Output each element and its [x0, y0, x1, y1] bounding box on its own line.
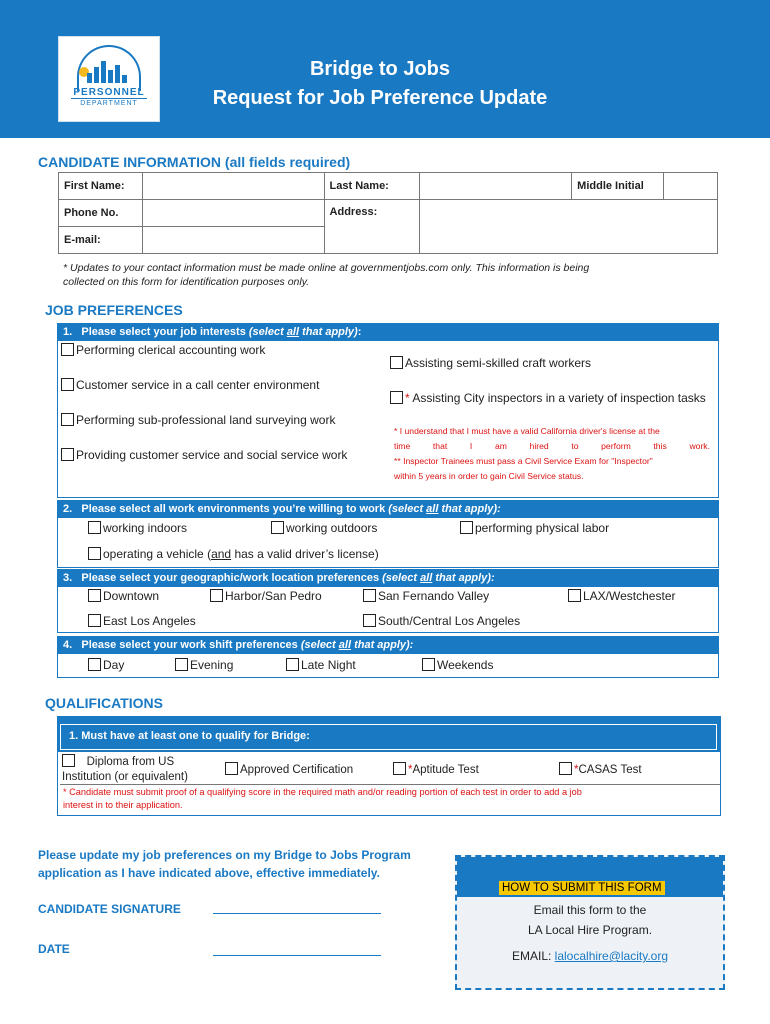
lax-westchester-option[interactable]: LAX/Westchester: [568, 589, 675, 603]
physical-labor-option[interactable]: performing physical labor: [460, 521, 609, 535]
signature-field[interactable]: [213, 898, 381, 914]
date-field[interactable]: [213, 940, 381, 956]
work-environment-header: 2. Please select all work environments you’re willing to work (select all that apply):: [57, 500, 719, 518]
approved-certification-option[interactable]: Approved Certification: [225, 762, 353, 776]
day-shift-option[interactable]: Day: [88, 658, 124, 672]
land-surveying-option[interactable]: Performing sub-professional land surveying work: [61, 413, 335, 427]
checkbox[interactable]: [62, 754, 75, 767]
checkbox[interactable]: [210, 589, 223, 602]
checkbox[interactable]: [559, 762, 572, 775]
job-interests-header: 1. Please select your job interests (select all that apply):: [57, 323, 719, 341]
email-label: E-mail:: [59, 227, 143, 254]
checkbox[interactable]: [225, 762, 238, 775]
checkbox[interactable]: [460, 521, 473, 534]
checkbox[interactable]: [390, 356, 403, 369]
page-title: [180, 55, 580, 113]
update-statement: Please update my job preferences on my Bridge to Jobs Program application as I have indicated above, effective immediately.: [38, 848, 411, 880]
submit-email-line: EMAIL: lalocalhire@lacity.org: [511, 949, 669, 963]
checkbox[interactable]: [286, 658, 299, 671]
qualifying-score-note: * Candidate must submit proof of a qualifying score in the required math and/or reading portion of each test in order to add a job interest in to their application.: [63, 787, 582, 810]
checkbox[interactable]: [363, 614, 376, 627]
city-inspectors-option[interactable]: * Assisting City inspectors in a variety of inspection tasks: [390, 391, 706, 405]
downtown-option[interactable]: Downtown: [88, 589, 159, 603]
address-label: Address:: [324, 200, 420, 254]
submit-instruction-2: LA Local Hire Program.: [527, 923, 653, 937]
qualifications-heading: QUALIFICATIONS: [45, 695, 163, 711]
candidate-info-table: [58, 172, 718, 254]
checkbox[interactable]: [175, 658, 188, 671]
east-los-angeles-option[interactable]: East Los Angeles: [88, 614, 196, 628]
checkbox[interactable]: [390, 391, 403, 404]
skyline-icon: [87, 59, 131, 83]
phone-field[interactable]: [142, 200, 324, 227]
checkbox[interactable]: [568, 589, 581, 602]
location-header: 3. Please select your geographic/work location preferences (select all that apply):: [57, 569, 719, 587]
craft-workers-option[interactable]: Assisting semi-skilled craft workers: [390, 356, 591, 370]
how-to-submit-box: [455, 855, 725, 990]
date-label: DATE: [38, 942, 70, 956]
first-name-label: First Name:: [59, 173, 143, 200]
last-name-field[interactable]: [420, 173, 572, 200]
san-fernando-valley-option[interactable]: San Fernando Valley: [363, 589, 489, 603]
late-night-shift-option[interactable]: Late Night: [286, 658, 356, 672]
logo-text-sub: DEPARTMENT: [80, 100, 138, 107]
checkbox[interactable]: [61, 413, 74, 426]
first-name-field[interactable]: [142, 173, 324, 200]
checkbox[interactable]: [61, 378, 74, 391]
checkbox[interactable]: [271, 521, 284, 534]
casas-test-option[interactable]: *CASAS Test: [559, 762, 642, 776]
checkbox[interactable]: [88, 589, 101, 602]
checkbox[interactable]: [88, 547, 101, 560]
harbor-san-pedro-option[interactable]: Harbor/San Pedro: [210, 589, 322, 603]
checkbox[interactable]: [61, 448, 74, 461]
submit-instruction-1: Email this form to the: [533, 903, 647, 917]
candidate-info-heading: CANDIDATE INFORMATION (all fields required): [38, 154, 351, 170]
call-center-option[interactable]: Customer service in a call center environment: [61, 378, 319, 392]
logo-text-main: PERSONNEL: [73, 87, 145, 98]
contact-update-note: * Updates to your contact information must be made online at governmentjobs.com only. This information is being collected on this form for identification purposes only.: [63, 262, 590, 288]
middle-initial-field[interactable]: [664, 173, 718, 200]
diploma-option[interactable]: Diploma from US Institution (or equivalent): [62, 756, 188, 783]
shift-header: 4. Please select your work shift preferences (select all that apply):: [57, 636, 719, 654]
clerical-accounting-option[interactable]: Performing clerical accounting work: [61, 343, 265, 357]
checkbox[interactable]: [88, 521, 101, 534]
phone-label: Phone No.: [59, 200, 143, 227]
qualify-requirement-header: 1. Must have at least one to qualify for Bridge:: [60, 724, 717, 750]
checkbox[interactable]: [61, 343, 74, 356]
job-preferences-heading: JOB PREFERENCES: [45, 302, 183, 318]
email-field[interactable]: [142, 227, 324, 254]
drivers-license-note: * I understand that I must have a valid California driver's license at the time that I am hired to perform this work. ** Inspector Trainees must pass a Civil Service Exam for "Inspector" within 5 years in order to gain Civil Service status.: [394, 426, 710, 481]
middle-initial-label: Middle Initial: [572, 173, 664, 200]
checkbox[interactable]: [422, 658, 435, 671]
header-banner: [0, 0, 770, 138]
south-central-la-option[interactable]: South/Central Los Angeles: [363, 614, 520, 628]
checkbox[interactable]: [88, 614, 101, 627]
title-line-2: Request for Job Preference Update: [212, 87, 548, 109]
checkbox[interactable]: [363, 589, 376, 602]
checkbox[interactable]: [88, 658, 101, 671]
social-service-option[interactable]: Providing customer service and social service work: [61, 448, 347, 462]
operating-vehicle-option[interactable]: operating a vehicle (and has a valid driver’s license): [88, 547, 379, 561]
personnel-department-logo: [58, 36, 160, 122]
working-outdoors-option[interactable]: working outdoors: [271, 521, 377, 535]
weekends-option[interactable]: Weekends: [422, 658, 493, 672]
checkbox[interactable]: [393, 762, 406, 775]
email-link[interactable]: lalocalhire@lacity.org: [554, 949, 669, 963]
last-name-label: Last Name:: [324, 173, 420, 200]
address-field[interactable]: [420, 200, 718, 254]
title-line-1: Bridge to Jobs: [309, 58, 450, 80]
candidate-signature-label: CANDIDATE SIGNATURE: [38, 902, 181, 916]
aptitude-test-option[interactable]: *Aptitude Test: [393, 762, 479, 776]
how-to-submit-title: HOW TO SUBMIT THIS FORM: [499, 881, 665, 895]
evening-shift-option[interactable]: Evening: [175, 658, 233, 672]
working-indoors-option[interactable]: working indoors: [88, 521, 187, 535]
